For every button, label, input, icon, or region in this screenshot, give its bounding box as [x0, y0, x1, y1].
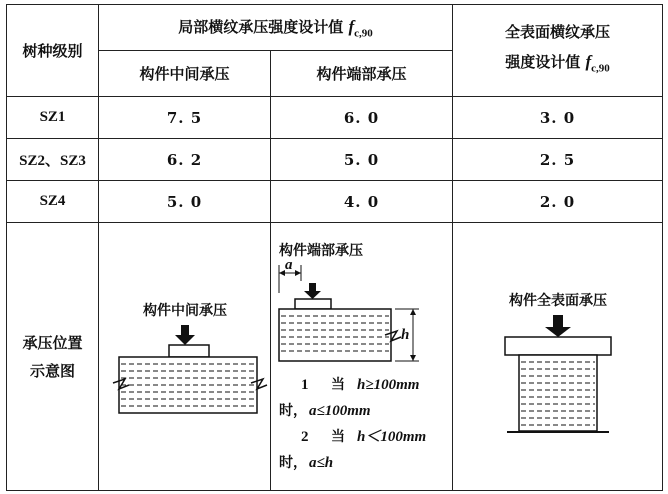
- svg-text:当: 当: [331, 429, 345, 445]
- middle-bearing-figure: [99, 223, 271, 491]
- full-value: 3. 0: [453, 97, 663, 139]
- timber-member: [279, 309, 391, 361]
- svg-text:时，: 时，: [279, 455, 307, 471]
- end-bearing-title: 构件端部承压: [279, 243, 363, 259]
- grade-cell: SZ4: [7, 181, 99, 223]
- full-value: 2. 0: [453, 181, 663, 223]
- full-bearing-diagram: [453, 223, 663, 491]
- svg-text:a≤h: a≤h: [309, 455, 334, 471]
- middle-value: 6. 2: [99, 139, 271, 181]
- bearing-plate: [505, 337, 611, 355]
- header-local-strength: 局部横纹承压强度设计值 $f_{c,90}$: [99, 5, 453, 51]
- header-full-strength: 全表面横纹承压 强度设计值 $f_{c,90}$: [453, 5, 663, 97]
- full-bearing-title: 构件全表面承压: [509, 293, 607, 309]
- table-row: [7, 139, 663, 181]
- end-value: 5. 0: [271, 139, 453, 181]
- grade-cell: SZ1: [7, 97, 99, 139]
- fc-symbol: $f_{c,90}$: [348, 16, 373, 40]
- bearing-plate: [295, 299, 331, 309]
- note-2: [279, 428, 426, 471]
- end-value: 6. 0: [271, 97, 453, 139]
- svg-text:1: 1: [301, 377, 309, 393]
- svg-text:a≤100mm: a≤100mm: [309, 403, 371, 419]
- arrow-down-icon: [304, 283, 321, 299]
- end-value: 4. 0: [271, 181, 453, 223]
- middle-bearing-diagram: [99, 223, 271, 491]
- grade-cell: SZ2、SZ3: [7, 139, 99, 181]
- full-value: 2. 5: [453, 139, 663, 181]
- middle-value: 5. 0: [99, 181, 271, 223]
- timber-member: [519, 355, 597, 431]
- middle-bearing-title: 构件中间承压: [143, 303, 227, 319]
- svg-text:当: 当: [331, 377, 345, 393]
- end-bearing-diagram: [271, 223, 453, 491]
- bearing-plate: [169, 345, 209, 357]
- strength-table: [6, 4, 663, 491]
- full-bearing-figure: [453, 223, 663, 491]
- table-row: [7, 181, 663, 223]
- svg-text:h＜100mm: h＜100mm: [357, 429, 427, 445]
- middle-value: 7. 5: [99, 97, 271, 139]
- end-bearing-figure: [271, 223, 453, 491]
- note-1: [279, 376, 419, 419]
- diagram-label: 承压位置 示意图: [7, 223, 99, 491]
- header-end-bearing: 构件端部承压: [271, 51, 453, 97]
- table-row: [7, 97, 663, 139]
- arrow-down-icon: [175, 325, 195, 345]
- dim-h-label: h: [401, 327, 410, 343]
- svg-text:时，: 时，: [279, 403, 307, 419]
- header-middle-bearing: 构件中间承压: [99, 51, 271, 97]
- svg-text:2: 2: [301, 429, 309, 445]
- arrow-down-icon: [545, 315, 571, 337]
- dim-a-label: a: [285, 257, 293, 273]
- header-grade: 树种级别: [7, 5, 99, 97]
- svg-text:h≥100mm: h≥100mm: [357, 377, 420, 393]
